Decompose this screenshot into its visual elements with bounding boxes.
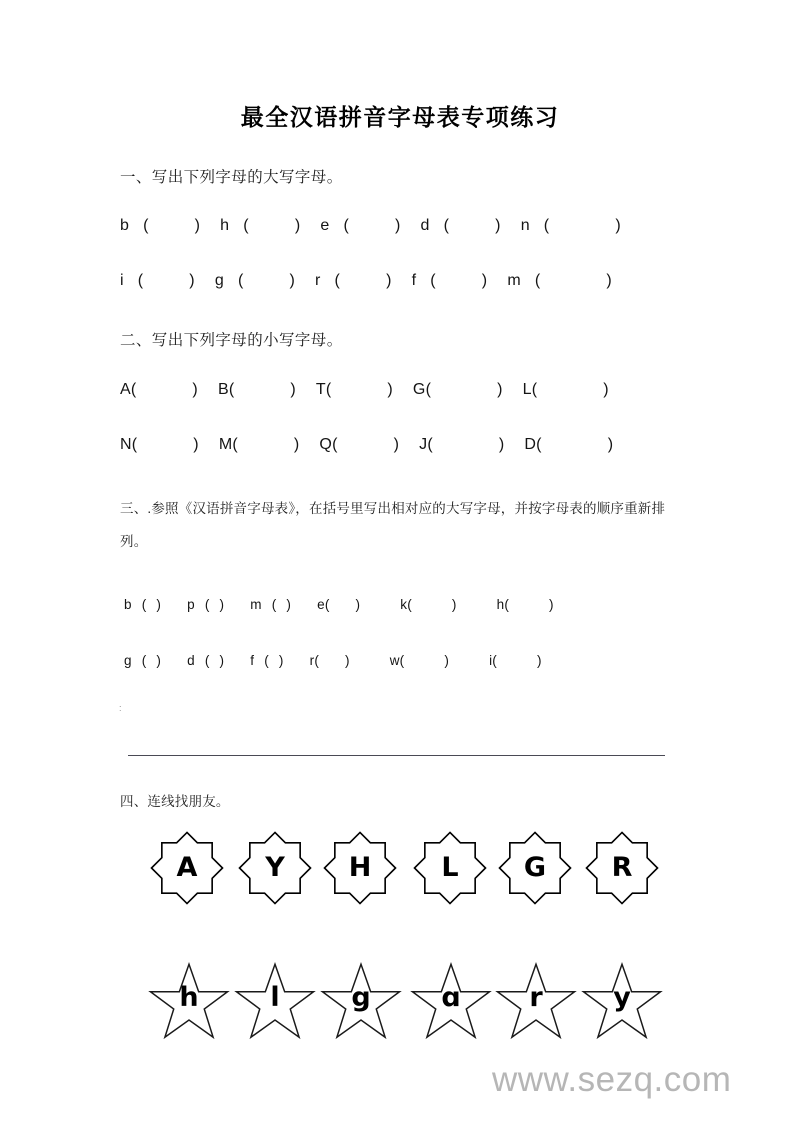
prompt-letter: f xyxy=(411,272,417,289)
prompt-letter: G xyxy=(412,381,426,398)
badge-letter: A xyxy=(176,852,198,883)
section-2-row-1 xyxy=(120,381,609,399)
section-2-heading: 二、写出下列字母的小写字母。 xyxy=(120,332,343,349)
paren-close: ) xyxy=(355,597,361,612)
prompt-letter: D xyxy=(524,436,537,453)
star-shape[interactable] xyxy=(320,962,402,1042)
paren-open: ( xyxy=(399,653,405,668)
prompt-letter: d xyxy=(420,217,430,234)
paren-open: ( xyxy=(141,597,147,612)
paren-open: ( xyxy=(143,217,149,234)
paren-open: ( xyxy=(271,597,277,612)
badge-shape[interactable] xyxy=(585,831,659,905)
prompt-letter: T xyxy=(315,381,326,398)
prompt-letter: w xyxy=(389,653,400,668)
section-1-row-2 xyxy=(120,272,612,290)
prompt-letter: i xyxy=(489,653,493,668)
prompt-letter: N xyxy=(120,436,132,453)
star-letter: g xyxy=(351,982,371,1013)
paren-open: ( xyxy=(314,653,320,668)
prompt-letter: g xyxy=(214,272,224,289)
paren-open: ( xyxy=(543,217,550,234)
prompt-letter: d xyxy=(187,653,195,668)
paren-close: ) xyxy=(451,597,457,612)
paren-close: ) xyxy=(294,217,301,234)
star-letter: y xyxy=(613,982,631,1013)
prompt-letter: J xyxy=(419,436,428,453)
paren-close: ) xyxy=(615,217,621,234)
star-letter: l xyxy=(270,982,280,1013)
paren-open: ( xyxy=(332,436,338,453)
paren-close: ) xyxy=(497,381,503,398)
paren-open: ( xyxy=(232,436,238,453)
paren-close: ) xyxy=(219,597,225,612)
paren-open: ( xyxy=(425,381,432,398)
prompt-letter: b xyxy=(124,597,132,612)
paren-open: ( xyxy=(237,272,244,289)
section-3-row-1 xyxy=(124,597,554,612)
paren-open: ( xyxy=(443,217,450,234)
prompt-letter: e xyxy=(317,597,325,612)
star-row xyxy=(0,962,800,1062)
paren-open: ( xyxy=(407,597,412,612)
paren-close: ) xyxy=(156,597,162,612)
prompt-letter: A xyxy=(120,381,131,398)
paren-open: ( xyxy=(141,653,147,668)
paren-open: ( xyxy=(536,436,542,453)
paren-open: ( xyxy=(343,217,349,234)
badge-shape[interactable] xyxy=(413,831,487,905)
star-shape[interactable] xyxy=(581,962,663,1042)
page-title: 最全汉语拼音字母表专项练习 xyxy=(240,105,560,130)
paren-open: ( xyxy=(427,436,433,453)
paren-close: ) xyxy=(536,653,542,668)
prompt-letter: r xyxy=(315,272,321,289)
prompt-letter: g xyxy=(124,653,132,668)
paren-close: ) xyxy=(444,653,450,668)
paren-close: ) xyxy=(394,217,401,234)
section-divider xyxy=(128,755,665,756)
paren-open: ( xyxy=(131,436,138,453)
prompt-letter: r xyxy=(309,653,315,668)
paren-open: ( xyxy=(137,272,144,289)
badge-letter: G xyxy=(523,852,547,883)
paren-open: ( xyxy=(531,381,538,398)
prompt-letter: n xyxy=(520,217,530,234)
paren-open: ( xyxy=(325,381,332,398)
prompt-letter: L xyxy=(522,381,532,398)
prompt-letter: e xyxy=(320,217,330,234)
paren-open: ( xyxy=(504,597,510,612)
badge-shape[interactable] xyxy=(323,831,397,905)
star-shape[interactable] xyxy=(234,962,316,1042)
paren-close: ) xyxy=(386,272,392,289)
prompt-letter: f xyxy=(250,653,255,668)
prompt-letter: Q xyxy=(319,436,333,453)
badge-shape[interactable] xyxy=(498,831,572,905)
paren-close: ) xyxy=(290,381,296,398)
star-shape[interactable] xyxy=(410,962,492,1042)
paren-close: ) xyxy=(549,597,554,612)
paren-open: ( xyxy=(534,272,541,289)
star-letter: r xyxy=(529,982,543,1013)
badge-shape[interactable] xyxy=(238,831,312,905)
paren-open: ( xyxy=(334,272,341,289)
paren-close: ) xyxy=(189,272,195,289)
paren-open: ( xyxy=(204,653,210,668)
paren-close: ) xyxy=(219,653,225,668)
paren-open: ( xyxy=(130,381,137,398)
paren-open: ( xyxy=(243,217,249,234)
prompt-letter: k xyxy=(400,597,408,612)
badge-shape[interactable] xyxy=(150,831,224,905)
paren-close: ) xyxy=(286,597,292,612)
prompt-letter: h xyxy=(496,597,505,612)
badge-letter: R xyxy=(611,852,633,883)
paren-close: ) xyxy=(156,653,162,668)
paren-open: ( xyxy=(430,272,436,289)
paren-close: ) xyxy=(192,381,198,398)
stray-mark: : xyxy=(119,703,122,713)
prompt-letter: m xyxy=(507,272,521,289)
prompt-letter: B xyxy=(217,381,229,398)
paren-close: ) xyxy=(606,272,612,289)
star-shape[interactable] xyxy=(148,962,230,1042)
section-3-row-2 xyxy=(124,653,542,668)
prompt-letter: M xyxy=(218,436,233,453)
section-4-heading: 四、连线找朋友。 xyxy=(120,794,230,809)
paren-close: ) xyxy=(387,381,393,398)
paren-close: ) xyxy=(481,272,488,289)
prompt-letter: m xyxy=(250,597,262,612)
paren-close: ) xyxy=(607,436,614,453)
prompt-letter: b xyxy=(120,217,130,234)
paren-close: ) xyxy=(193,436,199,453)
badge-row xyxy=(0,831,800,931)
section-1-row-1 xyxy=(120,217,621,235)
paren-open: ( xyxy=(204,597,210,612)
paren-close: ) xyxy=(603,381,609,398)
prompt-letter: h xyxy=(220,217,230,234)
section-1-heading: 一、写出下列字母的大写字母。 xyxy=(120,169,343,186)
badge-letter: Y xyxy=(265,852,285,883)
paren-close: ) xyxy=(498,436,505,453)
paren-open: ( xyxy=(324,597,330,612)
section-2-row-2 xyxy=(120,436,613,454)
paren-open: ( xyxy=(492,653,497,668)
star-letter: ɑ xyxy=(441,982,461,1013)
paren-close: ) xyxy=(495,217,501,234)
paren-close: ) xyxy=(278,653,284,668)
star-shape[interactable] xyxy=(495,962,577,1042)
prompt-letter: p xyxy=(187,597,195,612)
paren-close: ) xyxy=(289,272,295,289)
paren-close: ) xyxy=(194,217,201,234)
badge-letter: H xyxy=(348,852,372,883)
star-letter: h xyxy=(179,982,199,1013)
paren-open: ( xyxy=(228,381,235,398)
site-watermark: www.sezq.com xyxy=(492,1060,732,1099)
paren-close: ) xyxy=(293,436,300,453)
paren-close: ) xyxy=(345,653,350,668)
badge-letter: L xyxy=(441,852,459,883)
paren-open: ( xyxy=(264,653,269,668)
section-3-heading: 三、.参照《汉语拼音字母表》，在括号里写出相对应的大写字母，并按字母表的顺序重新排列。 xyxy=(120,501,666,549)
prompt-letter: i xyxy=(120,272,124,289)
paren-close: ) xyxy=(393,436,400,453)
